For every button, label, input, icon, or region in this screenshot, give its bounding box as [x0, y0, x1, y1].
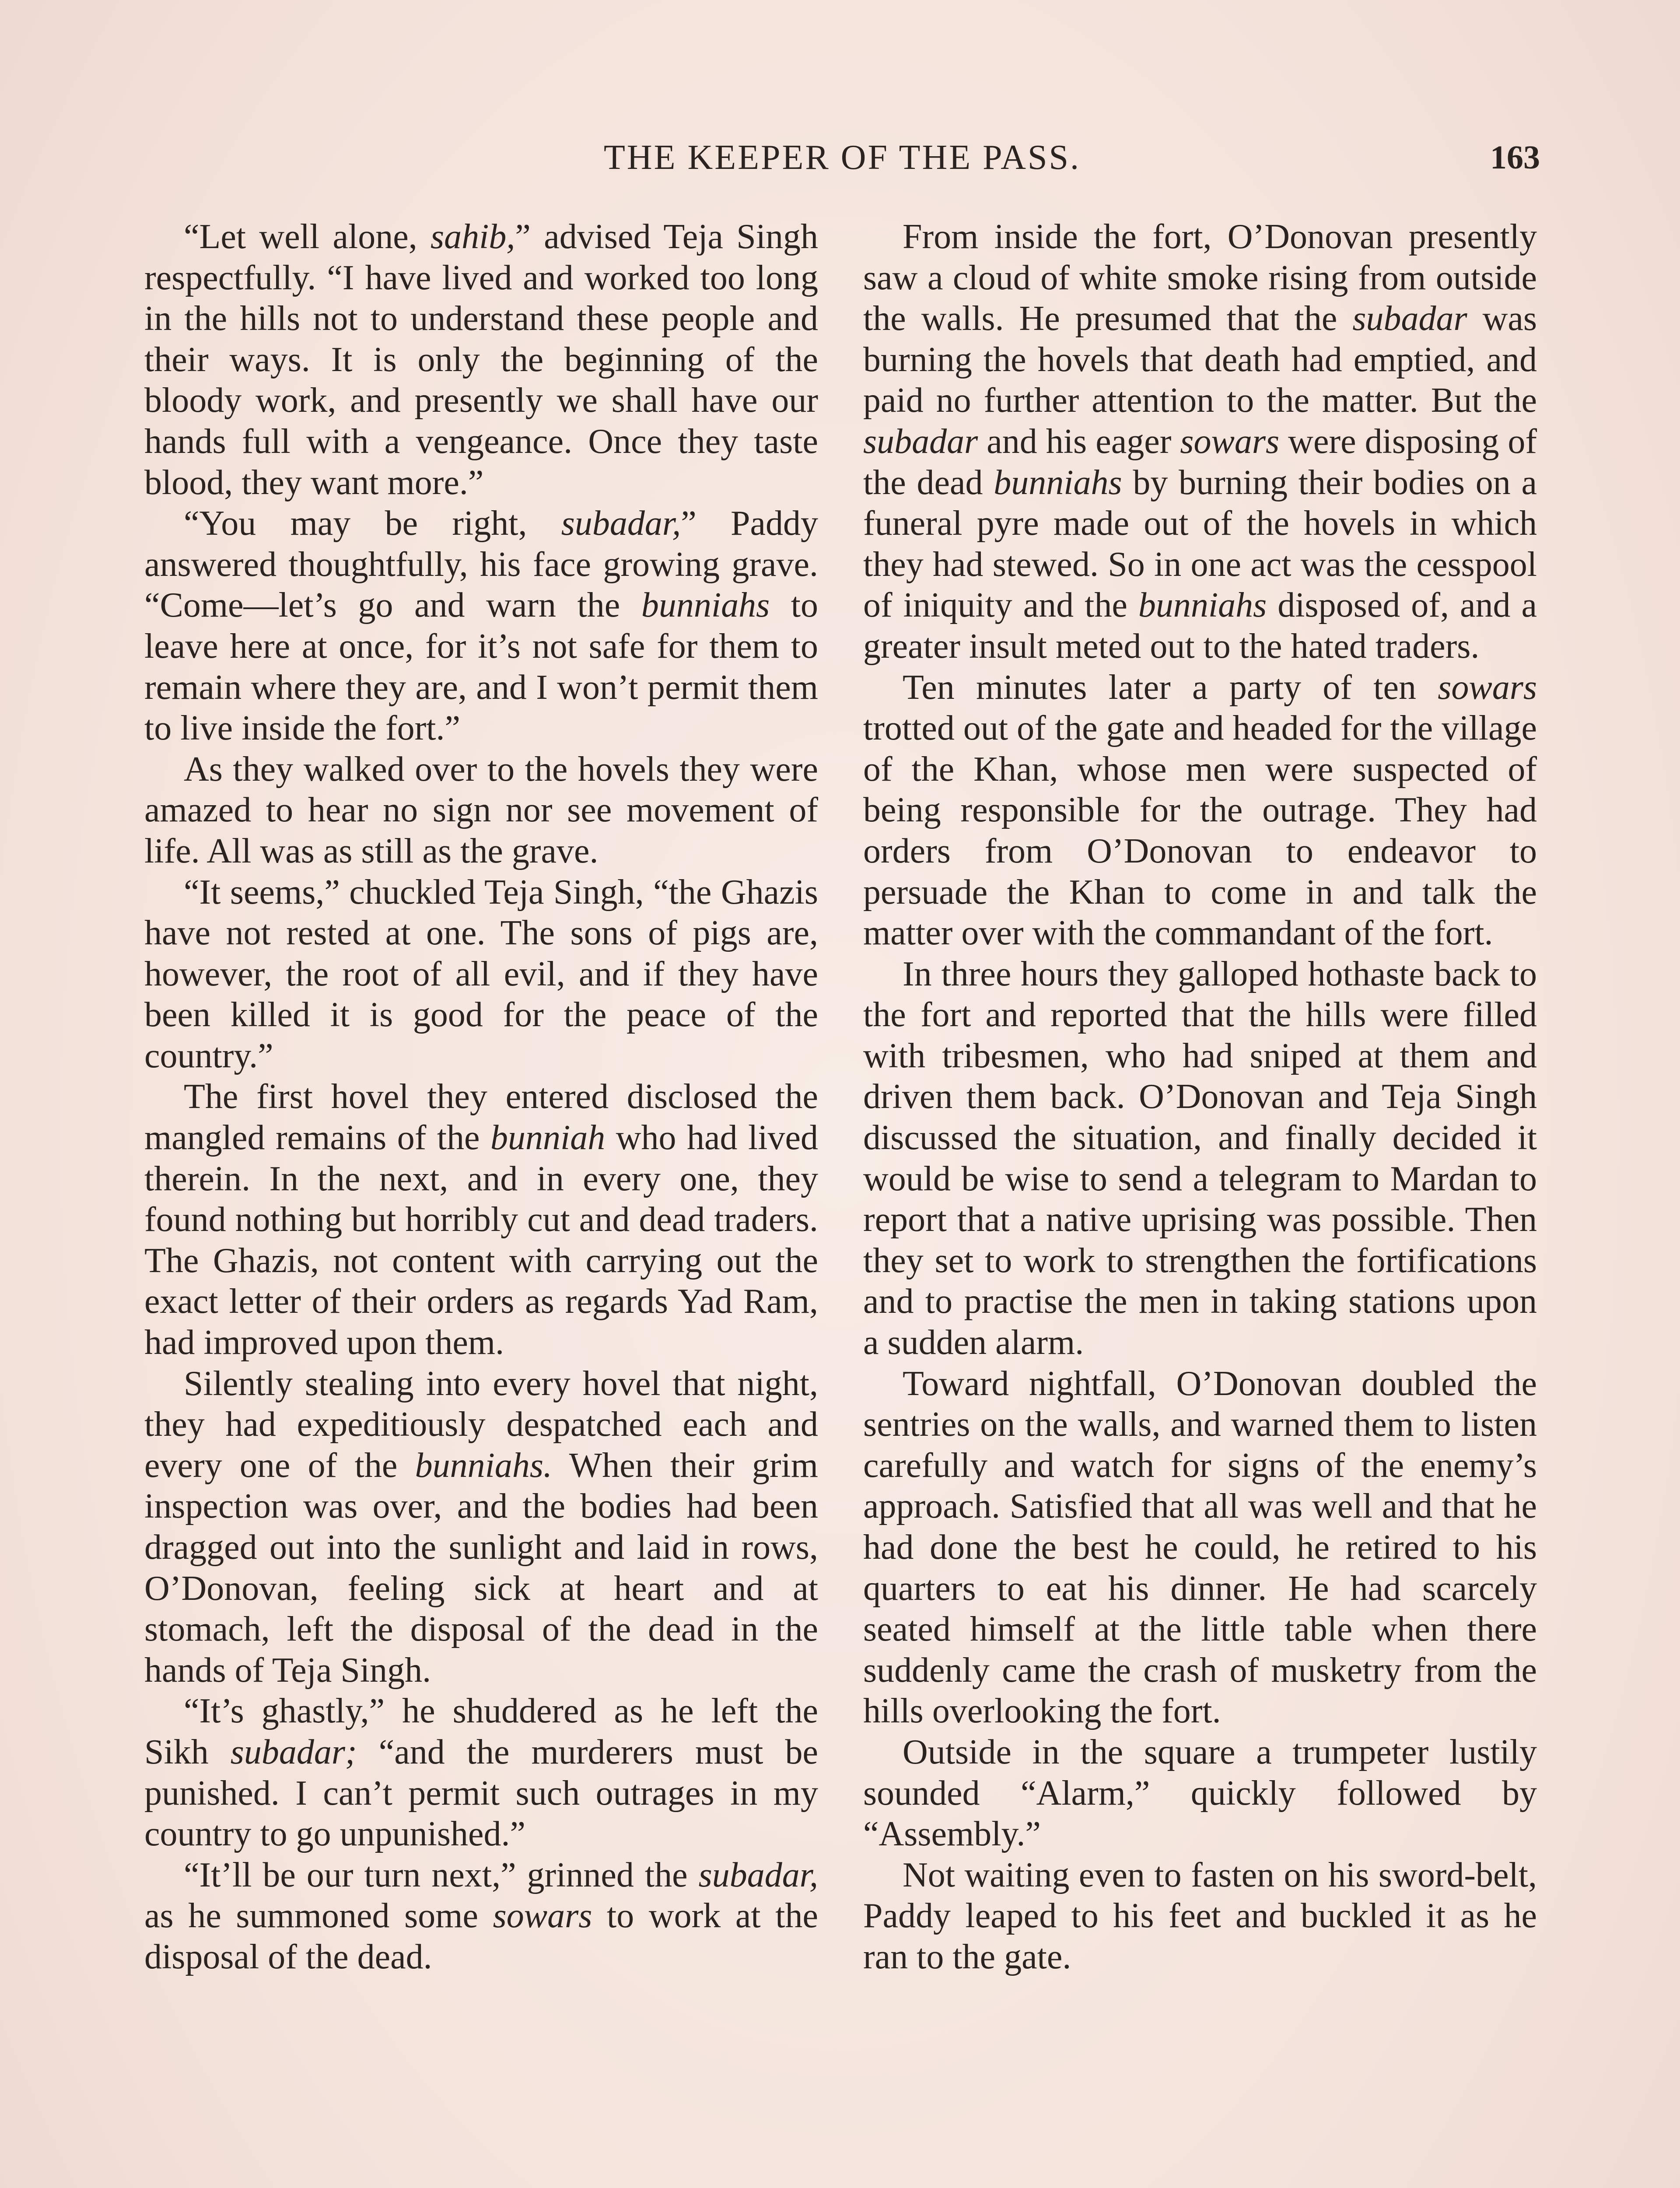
running-title: THE KEEPER OF THE PASS. [604, 138, 1081, 177]
paragraph: Not waiting even to fasten on his sword-belt, Paddy leaped to his feet and buckled it as he ran to the gate. [863, 1855, 1537, 1976]
paragraph: “Let well alone, sahib,” advised Teja Singh respectfully. “I have lived and worked too long in the hills not to understand these people and their ways. It is only the beginning of the bloody work, and presently we shall have our hands full with a vengeance. Once they taste blood, they want more.” [144, 217, 818, 502]
right-column [863, 217, 1537, 2188]
paragraph: “It seems,” chuckled Teja Singh, “the Ghazis have not rested at one. The sons of pigs are, however, the root of all evil, and if they have been killed it is good for the peace of the country.” [144, 873, 818, 1075]
paragraph: Ten minutes later a party of ten sowars trotted out of the gate and headed for the village of the Khan, whose men were suspected of being responsible for the outrage. They had orders from O’Donovan to endeavor to persuade the Khan to come in and talk the matter over with the commandant of the fort. [863, 668, 1537, 953]
paragraph: Toward nightfall, O’Donovan doubled the sentries on the walls, and warned them to listen carefully and watch for signs of the enemy’s approach. Satisfied that all was well and that he had done the best he could, he retired to his quarters to eat his dinner. He had scarcely seated himself at the little table when there suddenly came the crash of musketry from the hills overlooking the fort. [863, 1364, 1537, 1731]
paragraph: “It’ll be our turn next,” grinned the subadar, as he summoned some sowars to work at the disposal of the dead. [144, 1855, 819, 1976]
paragraph: The first hovel they entered disclosed the mangled remains of the bunniah who had lived therein. In the next, and in every one, they found nothing but horribly cut and dead traders. The Ghazis, not content with carrying out the exact letter of their orders as regards Yad Ram, had improved upon them. [144, 1077, 818, 1362]
paragraph: Silently stealing into every hovel that night, they had expeditiously despatched each and every one of the bunniahs. When their grim inspection was over, and the bodies had been dragged out into the sunlight and laid in rows, O’Donovan, feeling sick at heart and at stomach, left the disposal of the dead in the hands of Teja Singh. [144, 1364, 819, 1690]
page-number: 163 [1490, 139, 1540, 176]
left-column [144, 217, 818, 2188]
paragraph: As they walked over to the hovels they were amazed to hear no sign nor see movement of life. All was as still as the grave. [144, 750, 818, 870]
paragraph: “It’s ghastly,” he shuddered as he left the Sikh subadar; “and the murderers must be punished. I can’t permit such outrages in my country to go unpunished.” [144, 1692, 819, 1854]
paragraph: From inside the fort, O’Donovan presently saw a cloud of white smoke rising from outside the walls. He presumed that the subadar was burning the hovels that death had emptied, and paid no further attention to the matter. But the subadar and his eager sowars were disposing of the dead bunniahs by burning their bodies on a funeral pyre made out of the hovels in which they had stewed. So in one act was the cesspool of iniquity and the bunniahs disposed of, and a greater insult meted out to the hated traders. [863, 217, 1537, 666]
paragraph: Outside in the square a trumpeter lustily sounded “Alarm,” quickly followed by “Assembly.” [863, 1732, 1537, 1854]
paragraph: “You may be right, subadar,” Paddy answered thoughtfully, his face growing grave. “Come—let’s go and warn the bunniahs to leave here at once, for it’s not safe for them to remain where they are, and I won’t permit them to live inside the fort.” [144, 504, 819, 748]
paragraph: In three hours they galloped hothaste back to the fort and reported that the hills were filled with tribesmen, who had sniped at them and driven them back. O’Donovan and Teja Singh discussed the situation, and finally decided it would be wise to send a telegram to Mardan to report that a native uprising was possible. Then they set to work to strengthen the fortifications and to practise the men in taking stations upon a sudden alarm. [863, 954, 1537, 1362]
page-header [144, 131, 1540, 184]
